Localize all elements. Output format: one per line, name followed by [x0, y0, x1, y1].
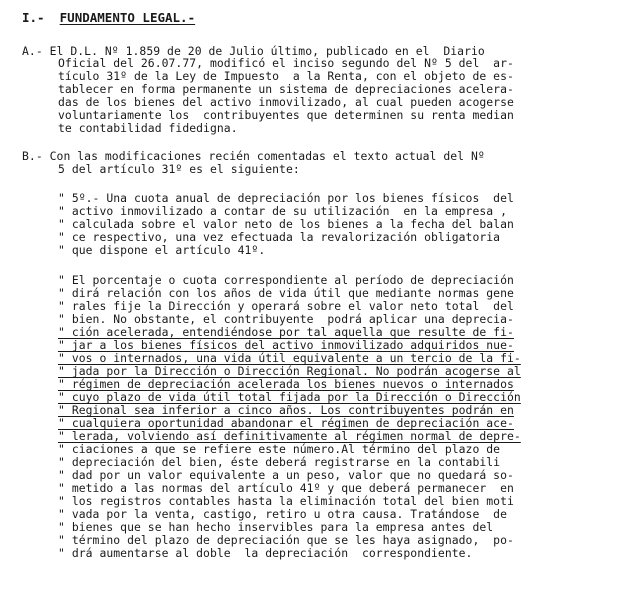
text-line: " Regional sea inferior a cinco años. Los contribuyentes podrán en	[58, 403, 514, 417]
text-line: tículo 31º de la Ley de Impuesto a la Renta, con el objeto de es-	[58, 69, 514, 83]
text-line: B.- Con las modificaciones recién comentadas el texto actual del Nº	[22, 149, 485, 163]
text-line: tablecer en forma permanente un sistema de depreciaciones acelera-	[58, 82, 514, 96]
text-line: " calculada sobre el valor neto de los bienes a la fecha del balan	[58, 217, 514, 231]
section-title: FUNDAMENTO LEGAL.-	[59, 10, 196, 25]
text-line: " los registros contables hasta la eliminación total del bien moti	[58, 494, 514, 508]
text-line: " jar a los bienes físicos del activo inmovilizado adquiridos nue-	[58, 338, 514, 352]
text-line: " cuyo plazo de vida útil total fijada por la Dirección o Dirección	[58, 390, 521, 404]
text-line: Oficial del 26.07.77, modificó el inciso segundo del Nº 5 del ar-	[58, 56, 514, 70]
section-heading	[22, 10, 195, 25]
text-line: " dad por un valor equivalente a un peso, valor que no quedará so-	[58, 468, 514, 482]
text-line: " ciaciones a que se refiere este número.Al término del plazo de	[58, 442, 501, 456]
text-line: " que dispone el artículo 41º.	[58, 243, 266, 257]
text-line: " lerada, volviendo así definitivamente al régimen normal de depre-	[58, 429, 521, 443]
text-line: " término del plazo de depreciación que se les haya asignado, po-	[58, 533, 514, 547]
text-line: A.- El D.L. Nº 1.859 de 20 de Julio último, publicado en el Diario	[22, 44, 485, 58]
text-line: " drá aumentarse al doble la depreciación correspondiente.	[58, 546, 473, 560]
text-line: " rales fije la Dirección y operará sobre el valor neto total del	[58, 299, 514, 313]
text-line: " 5º.- Una cuota anual de depreciación por los bienes físicos del	[58, 191, 514, 205]
section-number: I.-	[22, 10, 45, 25]
text-line: " ce respectivo, una vez efectuada la revalorización obligatoria	[58, 230, 501, 244]
text-line: das de los bienes del activo inmovilizado, al cual pueden acogerse	[58, 95, 514, 109]
text-line: " vada por la venta, castigo, retiro u otra causa. Tratándose de	[58, 507, 508, 521]
text-line: " bienes que se han hecho inservibles para la empresa antes del	[58, 520, 494, 534]
text-line: " bien. No obstante, el contribuyente podrá aplicar una deprecia-	[58, 312, 514, 326]
text-line: " activo inmovilizado a contar de su utilización en la empresa ,	[58, 204, 508, 218]
text-line: " cualquiera oportunidad abandonar el régimen de depreciación ace-	[58, 416, 514, 430]
text-line: " El porcentaje o cuota correspondiente al período de depreciación	[58, 273, 514, 287]
text-line: " jada por la Dirección o Dirección Regional. No podrán acogerse al	[58, 364, 521, 378]
text-line: te contabilidad fidedigna.	[58, 121, 238, 135]
text-line: " metido a las normas del artículo 41º y que deberá permanecer en	[58, 481, 514, 495]
text-line: " dirá relación con los años de vida útil que mediante normas gene	[58, 286, 514, 300]
text-line: 5 del artículo 31º es el siguiente:	[58, 162, 300, 176]
text-line: voluntariamente los contribuyentes que determinen su renta median	[58, 108, 514, 122]
text-line: " régimen de depreciación acelerada los bienes nuevos o internados	[58, 377, 514, 391]
text-line: " depreciación del bien, éste deberá registrarse en la contabili	[58, 455, 501, 469]
text-line: " ción acelerada, entendiéndose por tal aquella que resulte de fi-	[58, 325, 514, 339]
text-line: " vos o internados, una vida útil equivalente a un tercio de la fi-	[58, 351, 521, 365]
